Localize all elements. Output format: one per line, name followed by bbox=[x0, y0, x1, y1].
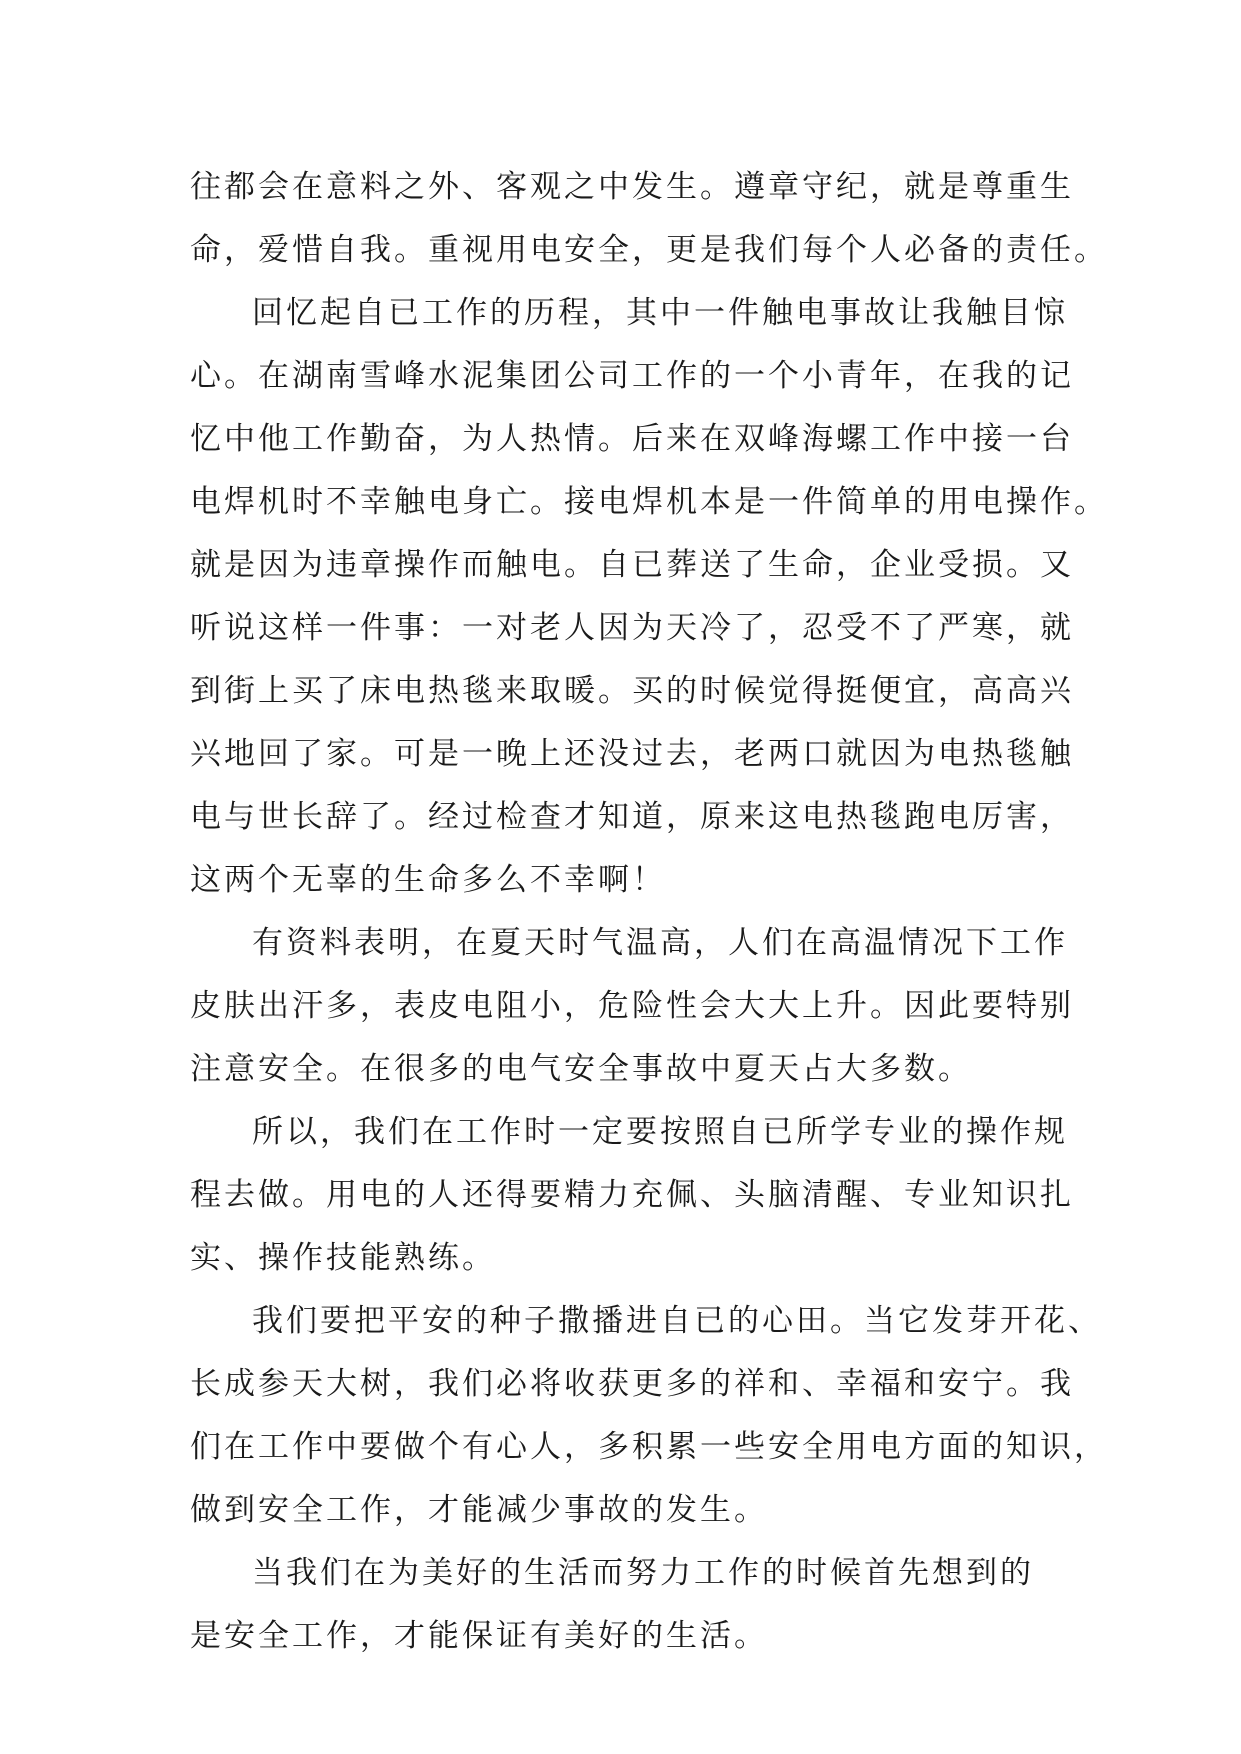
text-line: 听说这样一件事：一对老人因为天冷了，忍受不了严寒，就 bbox=[190, 610, 1074, 646]
text-line: 到街上买了床电热毯来取暖。买的时候觉得挺便宜，高高兴 bbox=[190, 673, 1074, 709]
text-line: 电焊机时不幸触电身亡。接电焊机本是一件简单的用电操作。 bbox=[190, 484, 1108, 520]
paragraph-start-line: 我们要把平安的种子撒播进自已的心田。当它发芽开花、 bbox=[252, 1303, 1102, 1339]
paragraph-start-line: 回忆起自已工作的历程，其中一件触电事故让我触目惊 bbox=[252, 295, 1068, 331]
paragraph-start-line: 所以，我们在工作时一定要按照自已所学专业的操作规 bbox=[252, 1114, 1068, 1150]
text-line: 做到安全工作，才能减少事故的发生。 bbox=[190, 1492, 768, 1528]
text-line: 电与世长辞了。经过检查才知道，原来这电热毯跑电厉害， bbox=[190, 799, 1074, 835]
text-line: 忆中他工作勤奋，为人热情。后来在双峰海螺工作中接一台 bbox=[190, 421, 1074, 457]
body-text bbox=[190, 156, 1108, 1668]
text-line: 实、操作技能熟练。 bbox=[190, 1240, 496, 1276]
text-line: 注意安全。在很多的电气安全事故中夏天占大多数。 bbox=[190, 1051, 972, 1087]
text-line: 这两个无辜的生命多么不幸啊！ bbox=[190, 862, 666, 898]
text-line: 就是因为违章操作而触电。自已葬送了生命，企业受损。又 bbox=[190, 547, 1074, 583]
text-line: 兴地回了家。可是一晚上还没过去，老两口就因为电热毯触 bbox=[190, 736, 1074, 772]
text-line: 们在工作中要做个有心人，多积累一些安全用电方面的知识， bbox=[190, 1429, 1108, 1465]
text-line: 程去做。用电的人还得要精力充佩、头脑清醒、专业知识扎 bbox=[190, 1177, 1074, 1213]
text-line: 是安全工作，才能保证有美好的生活。 bbox=[190, 1618, 768, 1654]
paragraph-start-line: 当我们在为美好的生活而努力工作的时候首先想到的 bbox=[252, 1555, 1034, 1591]
paragraph-start-line: 有资料表明，在夏天时气温高，人们在高温情况下工作 bbox=[252, 925, 1068, 961]
text-line: 命，爱惜自我。重视用电安全，更是我们每个人必备的责任。 bbox=[190, 232, 1108, 268]
text-line: 皮肤出汗多，表皮电阻小，危险性会大大上升。因此要特别 bbox=[190, 988, 1074, 1024]
text-line: 往都会在意料之外、客观之中发生。遵章守纪，就是尊重生 bbox=[190, 169, 1074, 205]
text-line: 长成参天大树，我们必将收获更多的祥和、幸福和安宁。我 bbox=[190, 1366, 1074, 1402]
text-line: 心。在湖南雪峰水泥集团公司工作的一个小青年，在我的记 bbox=[190, 358, 1074, 394]
